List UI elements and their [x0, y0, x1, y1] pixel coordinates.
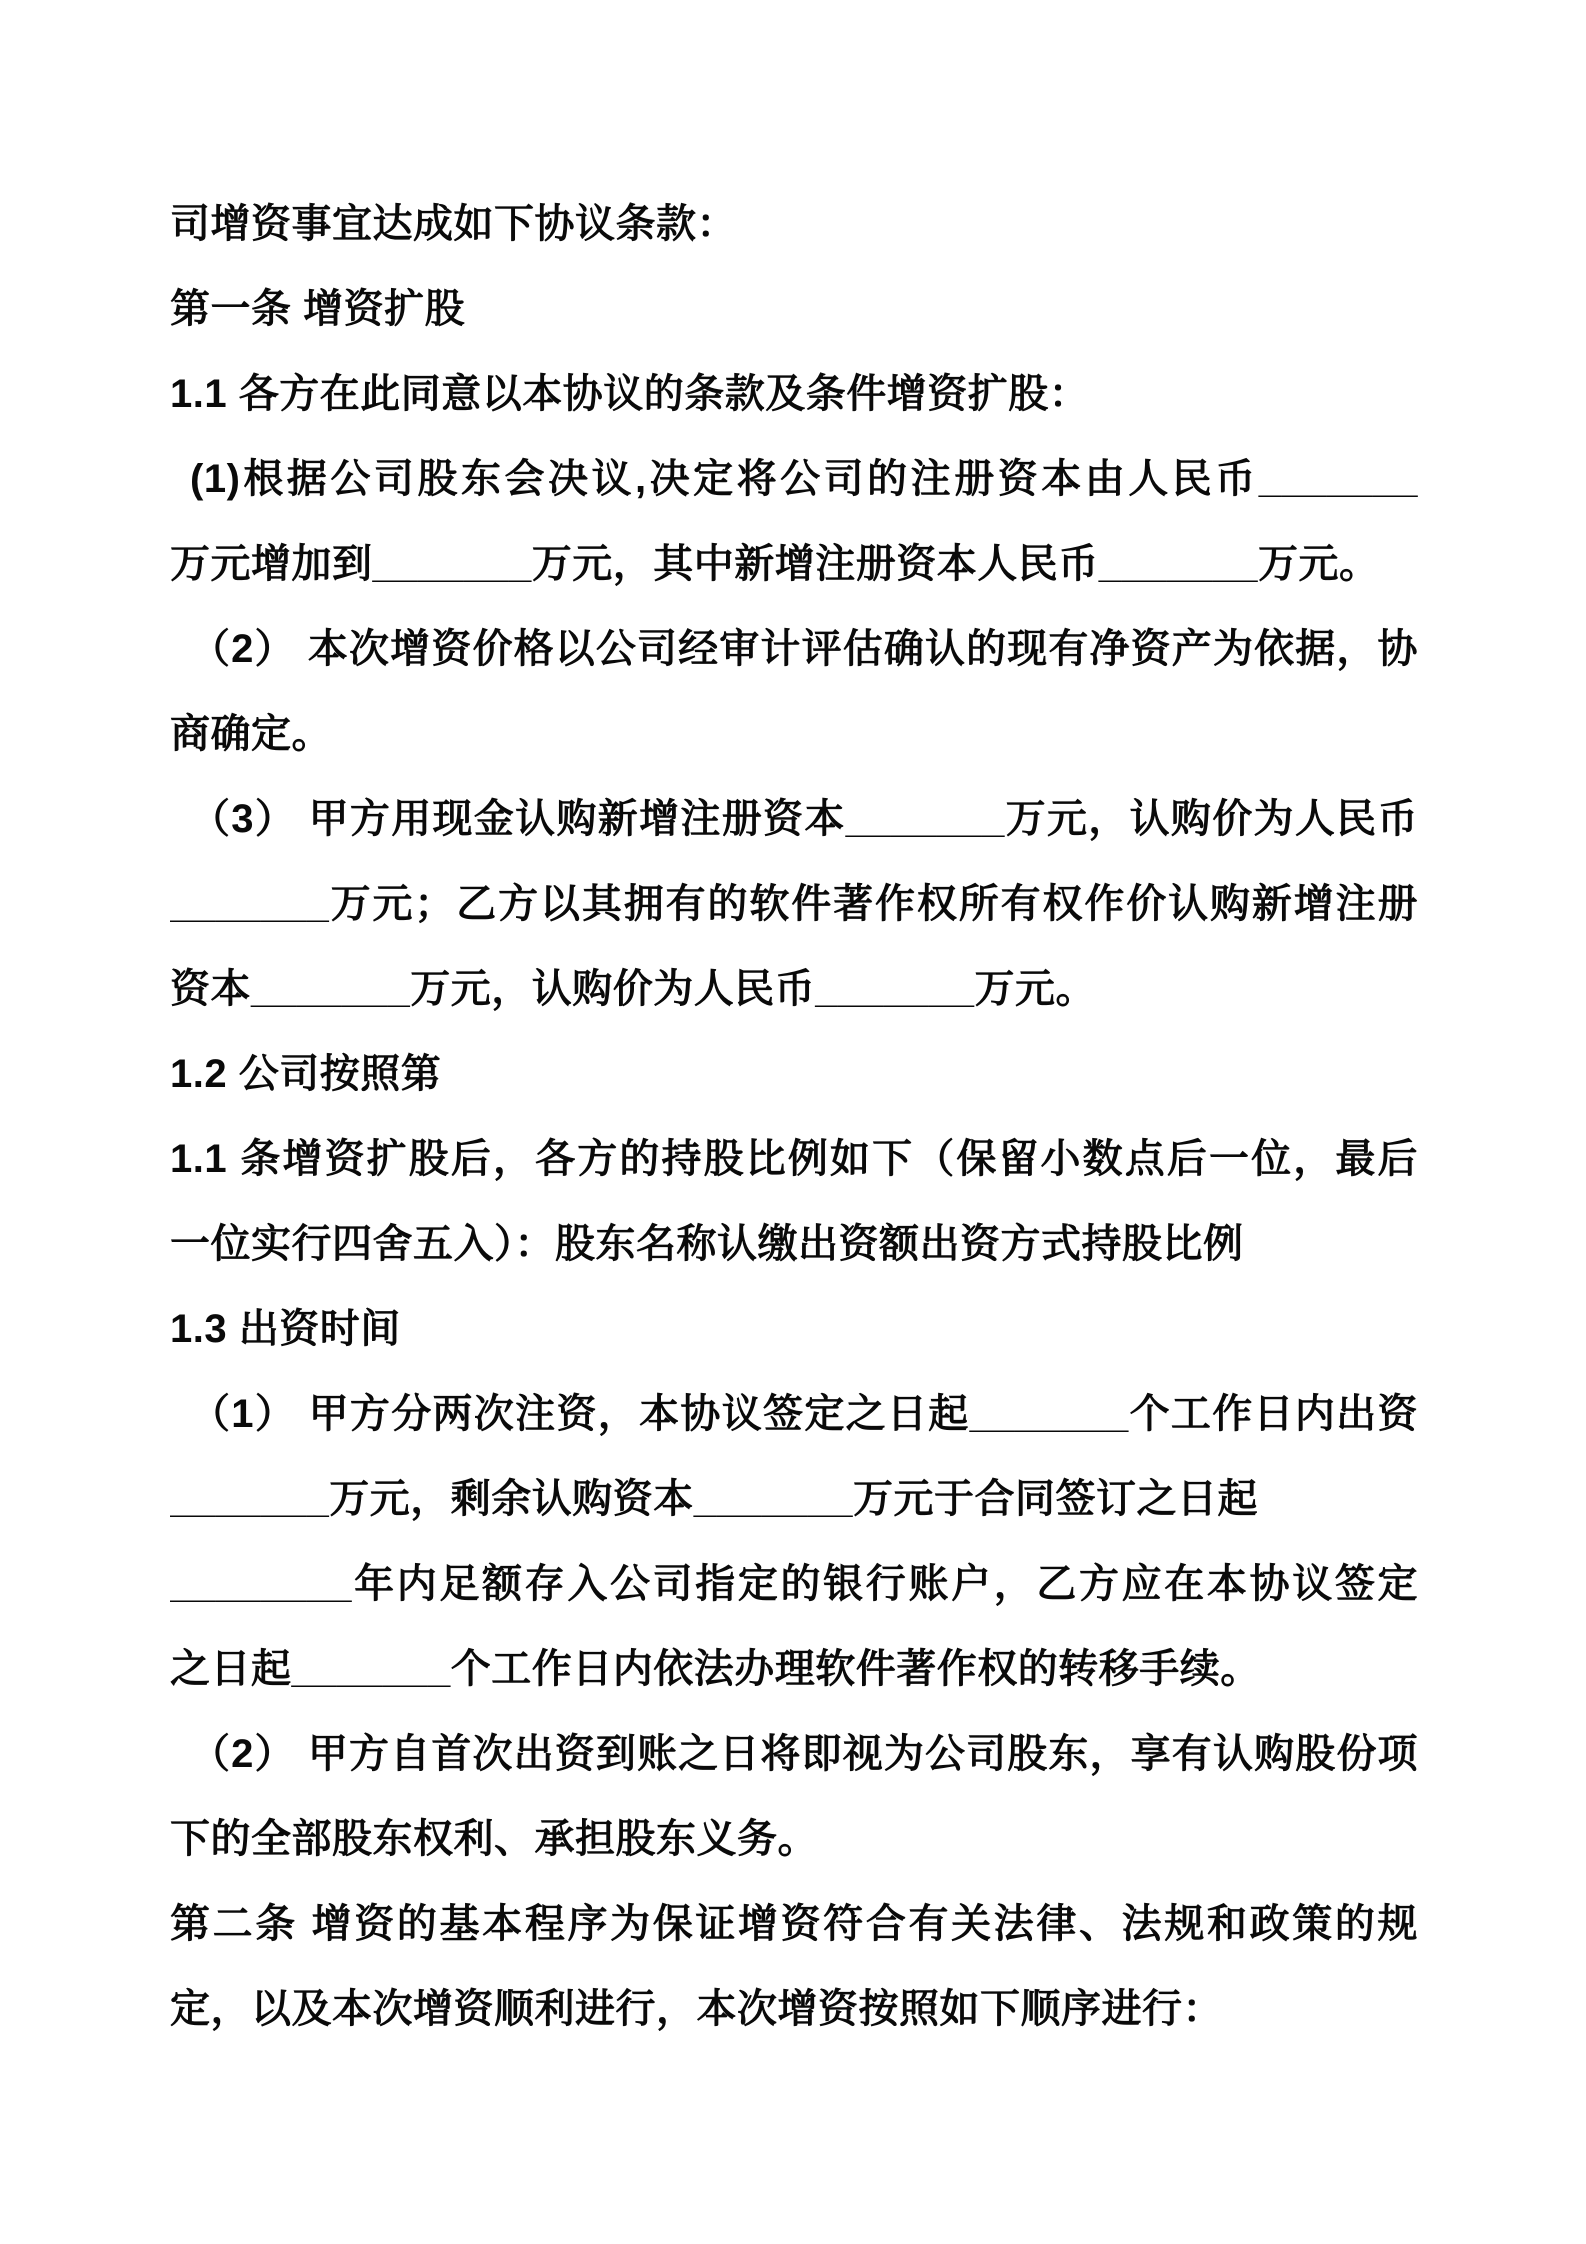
contract-line: 1.1 条增资扩股后，各方的持股比例如下（保留小数点后一位，最后 — [170, 1137, 1418, 1181]
contract-line: 1.2 公司按照第 — [170, 1052, 442, 1096]
contract-line: 定，以及本次增资顺利进行，本次增资按照如下顺序进行： — [170, 1987, 1223, 2031]
contract-line: （2） 本次增资价格以公司经审计评估确认的现有净资产为依据，协 — [190, 627, 1418, 671]
contract-line: 之日起_______个工作日内依法办理软件著作权的转移手续。 — [170, 1647, 1261, 1691]
contract-line: 万元增加到_______万元，其中新增注册资本人民币_______万元。 — [170, 542, 1380, 586]
contract-line: （2） 甲方自首次出资到账之日将即视为公司股东，享有认购股份项 — [190, 1732, 1418, 1776]
contract-text-block — [170, 182, 1418, 2052]
contract-line: 司增资事宜达成如下协议条款： — [170, 202, 737, 246]
contract-line: 资本_______万元，认购价为人民币_______万元。 — [170, 967, 1096, 1011]
contract-line: _______万元；乙方以其拥有的软件著作权所有权作价认购新增注册 — [170, 882, 1418, 926]
contract-line: （1） 甲方分两次注资，本协议签定之日起_______个工作日内出资 — [190, 1392, 1418, 1436]
contract-line: 商确定。 — [170, 712, 332, 756]
contract-line: (1)根据公司股东会决议,决定将公司的注册资本由人民币_______ — [190, 457, 1418, 501]
clause-2-heading: 第二条 增资的基本程序为保证增资符合有关法律、法规和政策的规 — [170, 1902, 1418, 1946]
contract-line: ________年内足额存入公司指定的银行账户，乙方应在本协议签定 — [170, 1562, 1418, 1606]
clause-1-heading: 第一条 增资扩股 — [170, 287, 466, 331]
contract-line: _______万元，剩余认购资本_______万元于合同签订之日起 — [170, 1477, 1258, 1521]
contract-line: 一位实行四舍五入）：股东名称认缴出资额出资方式持股比例 — [170, 1222, 1244, 1266]
contract-line: （3） 甲方用现金认购新增注册资本_______万元，认购价为人民币 — [190, 797, 1418, 841]
contract-line: 1.1 各方在此同意以本协议的条款及条件增资扩股： — [170, 372, 1090, 416]
contract-line: 下的全部股东权利、承担股东义务。 — [170, 1817, 818, 1861]
contract-line: 1.3 出资时间 — [170, 1307, 401, 1351]
